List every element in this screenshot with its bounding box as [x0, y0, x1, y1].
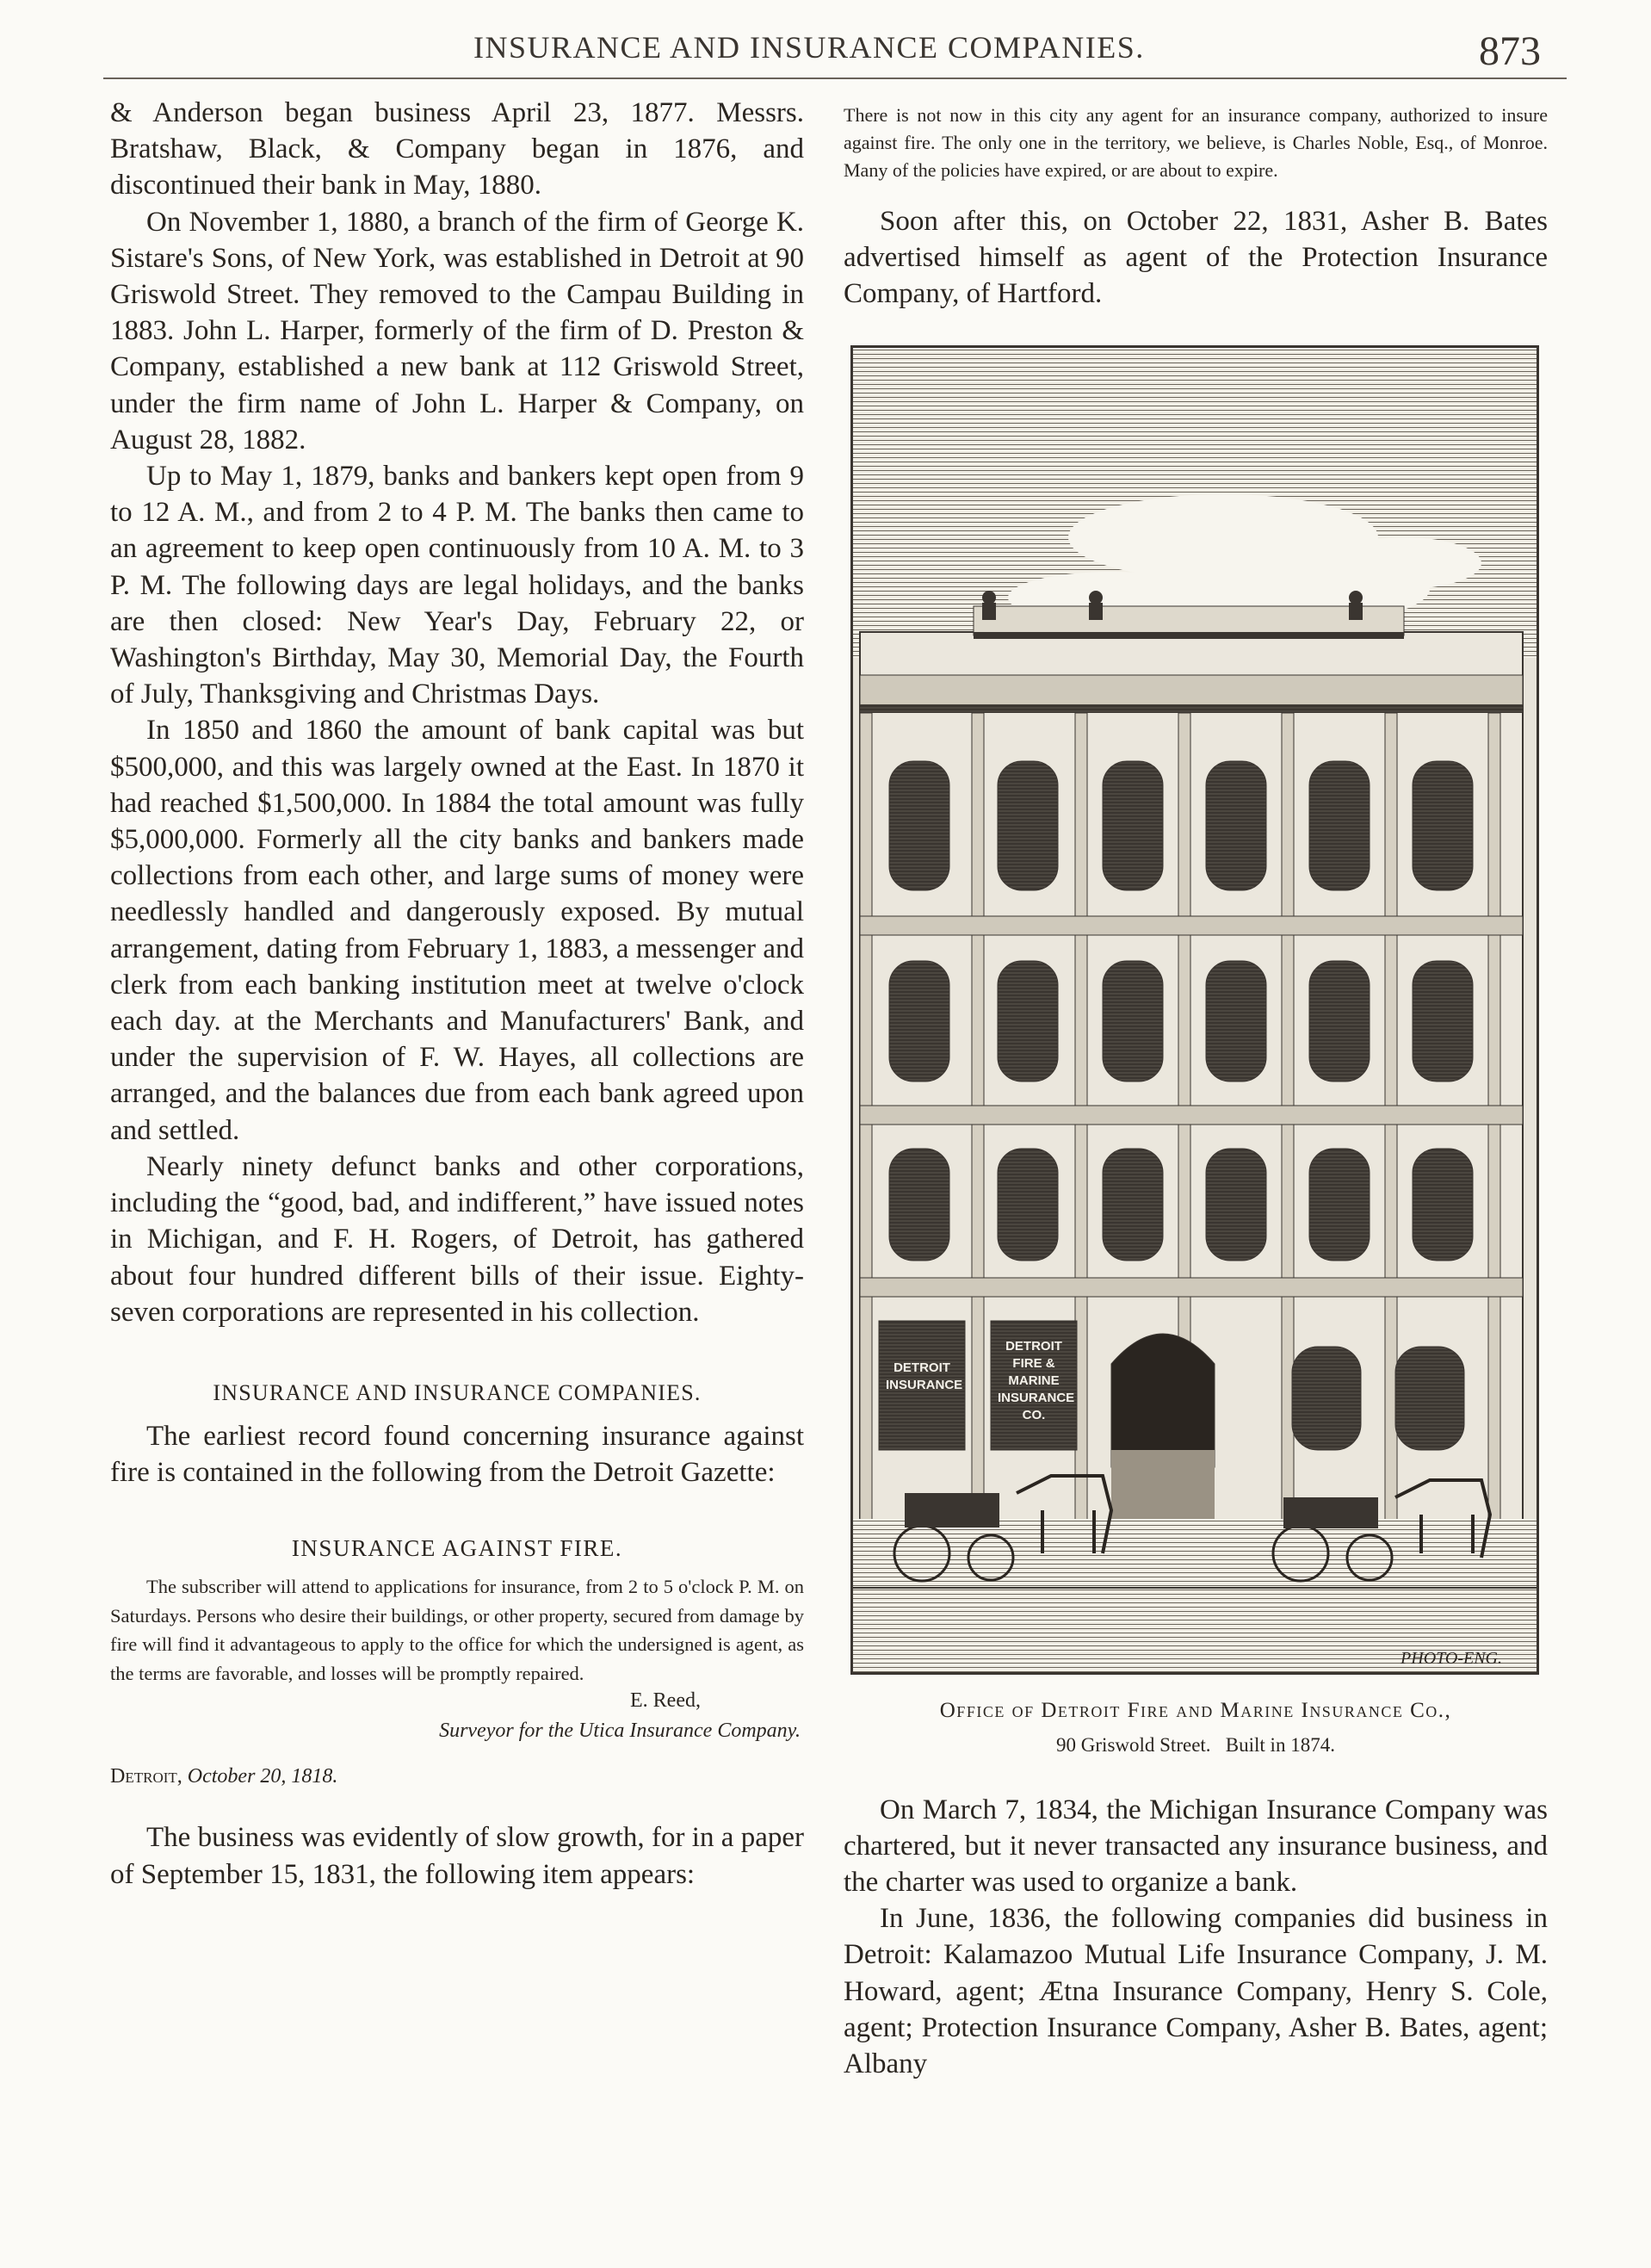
building-engraving: [853, 348, 1537, 1672]
window-sign-center: DETROIT FIRE & MARINE INSURANCE CO.: [998, 1338, 1075, 1422]
notice-signer-role: Surveyor for the Utica Insurance Company.: [439, 1720, 801, 1743]
building-illustration: [850, 345, 1539, 1675]
window-sign-left: DETROIT INSURANCE: [886, 1360, 963, 1392]
newspaper-notice: [110, 1535, 804, 1788]
caption-line-1: Office of Detroit Fire and Marine Insurance Co.,: [939, 1698, 1452, 1722]
paragraph: On November 1, 1880, a branch of the firm of George K. Sistare's Sons, of New York, was established in Detroit at 90 Griswold Street. They removed to the Campau Building in 1883. John L. Harper, formerly of the firm of D. Preston & Company, established a new bank at 112 Griswold Street, under the firm name of John L. Harper & Company, on August 28, 1882.: [110, 206, 804, 455]
dateline-place: Detroit,: [110, 1765, 182, 1788]
quoted-item: There is not now in this city any agent for an insurance company, authorized to insure against fire. The only one in the territory, we believe, is Charles Noble, Esq., of Monroe. Many of the policies have expired, or are about to expire.: [844, 104, 1548, 181]
notice-dateline: [110, 1765, 804, 1788]
paragraph: In 1850 and 1860 the amount of bank capital was but $500,000, and this was largely owned at the East. In 1870 it had reached $1,500,000. In 1884 the total amount was fully $5,000,000. Formerly all the city banks and bankers made collections from each other, and large sums of money were needlessly handled and dangerously exposed. By mutual arrangement, dating from February 1, 1883, a messenger and clerk from each banking institution meet at twelve o'clock each day. at the Merchants and Manufacturers' Bank, and under the supervision of F. W. Hayes, all collections are arranged, and the balances due from each bank agreed upon and settled.: [110, 715, 804, 1146]
right-column: [844, 102, 1548, 2082]
notice-body: The subscriber will attend to applications for insurance, from 2 to 5 o'clock P. M. on Saturdays. Persons who desire their buildings, or other property, secured from damage by fire will find it advantageous to apply to the office for which the undersigned is agent, as the terms are favorable, and losses will be promptly repaired.: [110, 1576, 804, 1684]
paragraph: Up to May 1, 1879, banks and bankers kept open from 9 to 12 A. M., and from 2 to 4 P. M. The banks then came to an agreement to keep open continuously from 10 A. M. to 3 P. M. The following days are legal holidays, and the banks are then closed: New Year's Day, February 22, or Washington's Birthday, May 30, Memorial Day, the Fourth of July, Thanksgiving and Christmas Days.: [110, 461, 804, 710]
notice-signer-name: E. Reed,: [630, 1689, 701, 1713]
running-title: INSURANCE AND INSURANCE COMPANIES.: [473, 30, 1145, 65]
header-rule: [103, 77, 1567, 79]
section-intro: The earliest record found concerning insurance against fire is contained in the following from the Detroit Gazette:: [110, 1420, 804, 1489]
paragraph: On March 7, 1834, the Michigan Insurance Company was chartered, but it never transacted any insurance business, and the charter was used to organize a bank.: [844, 1794, 1548, 1899]
page-header: [103, 24, 1567, 77]
figure-caption: [844, 1694, 1548, 1763]
engraver-mark: PHOTO-ENG.: [1401, 1648, 1502, 1668]
page-number: 873: [1479, 28, 1541, 74]
paragraph: Nearly ninety defunct banks and other corporations, including the “good, bad, and indifferent,” have issued notes in Michigan, and F. H. Rogers, of Detroit, has gathered about four hundred different bills of their issue. Eighty-seven corporations are represented in his collection.: [110, 1150, 804, 1328]
paragraph: & Anderson began business April 23, 1877. Messrs. Bratshaw, Black, & Company began in 1876, and discontinued their bank in May, 1880.: [110, 97, 804, 201]
dateline-date: October 20, 1818.: [187, 1765, 338, 1788]
paragraph: Soon after this, on October 22, 1831, Asher B. Bates advertised himself as agent of the Protection Insurance Company, of Hartford.: [844, 206, 1548, 310]
notice-title: INSURANCE AGAINST FIRE.: [291, 1535, 623, 1562]
paragraph: The business was evidently of slow growth, for in a paper of September 15, 1831, the following item appears:: [110, 1822, 804, 1890]
paragraph: In June, 1836, the following companies did business in Detroit: Kalamazoo Mutual Life Insurance Company, J. M. Howard, agent; Ætna Insurance Company, Henry S. Cole, agent; Protection Insurance Company, Asher B. Bates, agent; Albany: [844, 1903, 1548, 2080]
section-heading: INSURANCE AND INSURANCE COMPANIES.: [213, 1379, 702, 1405]
left-column: [110, 95, 804, 1893]
caption-line-2: 90 Griswold Street. Built in 1874.: [1056, 1733, 1335, 1756]
